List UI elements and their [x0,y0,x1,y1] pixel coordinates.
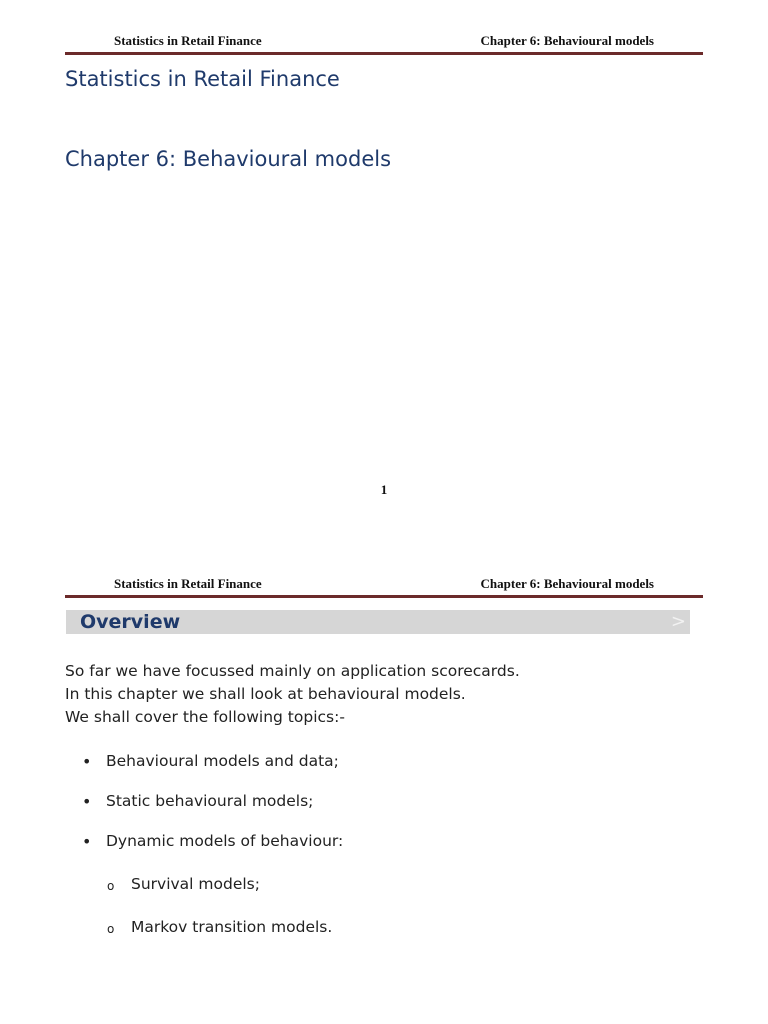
section-title: Overview [80,611,181,633]
intro-line: We shall cover the following topics:- [65,708,345,726]
section-heading-bar [66,610,690,634]
intro-line: In this chapter we shall look at behavioural models. [65,685,466,703]
topic-text: Behavioural models and data; [106,752,339,770]
intro-paragraph [65,660,705,729]
header-chapter-title: Chapter 6: Behavioural models [480,33,654,48]
bullet-icon: • [82,792,92,811]
header-book-title: Statistics in Retail Finance [114,576,262,591]
page-number: 1 [380,482,388,497]
subtopic-text: Markov transition models. [131,918,333,936]
topic-text: Dynamic models of behaviour: [106,832,344,850]
next-arrow-icon[interactable]: > [670,611,686,632]
header-book-title: Statistics in Retail Finance [114,33,262,48]
chapter-title: Chapter 6: Behavioural models [65,147,392,171]
bullet-icon: • [82,832,92,851]
header-chapter-title: Chapter 6: Behavioural models [480,576,654,591]
header-rule [65,52,703,55]
running-header [65,576,703,600]
header-rule [65,595,703,598]
circle-bullet-icon: o [107,879,115,893]
subtopic-text: Survival models; [131,875,260,893]
topic-text: Static behavioural models; [106,792,314,810]
document-title: Statistics in Retail Finance [65,67,340,91]
running-header [65,33,703,57]
circle-bullet-icon: o [107,922,115,936]
intro-line: So far we have focussed mainly on application scorecards. [65,662,520,680]
bullet-icon: • [82,752,92,771]
